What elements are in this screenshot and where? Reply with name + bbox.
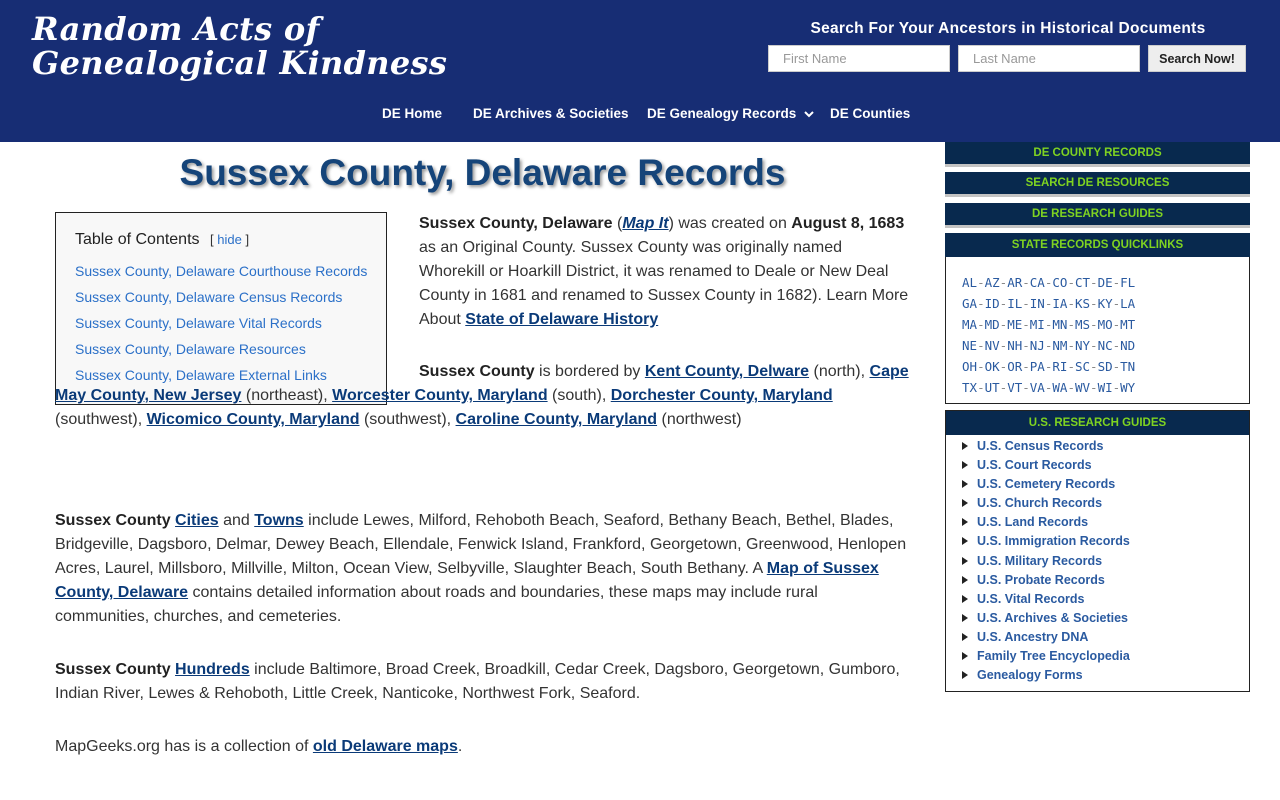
text: ) was created on [668, 215, 792, 232]
sidebar-state-records-quicklinks[interactable]: STATE RECORDS QUICKLINKS [945, 233, 1250, 257]
state-link[interactable]: FL [1120, 275, 1136, 290]
state-link[interactable]: MN [1052, 317, 1068, 332]
cities-link[interactable]: Cities [175, 512, 219, 529]
separator: - [1022, 296, 1030, 311]
separator: - [1022, 317, 1030, 332]
us-guide-link[interactable]: Genealogy Forms [977, 668, 1083, 683]
toc-hide-link[interactable]: hide [217, 232, 242, 247]
state-link[interactable]: PA [1029, 359, 1045, 374]
separator: - [1022, 275, 1030, 290]
list-item [962, 534, 1130, 553]
state-link[interactable]: MA [962, 317, 978, 332]
text: include Lewes, Milford, Rehoboth Beach, Seaford, Bethany Beach, Bethel, Blades, Bridgeville, Dagsboro, Delmar, Dewey Beach, Ellendale, Fenwick Island, Frankford, Georgetown, Greenwood, Henlopen Acres, Laurel, Millsboro, Millville, Milton, Ocean View, Selbyville, Slaughter Beach, South Bethany. A [55, 512, 907, 577]
state-link[interactable]: DE [1097, 275, 1113, 290]
county-name: Sussex County [419, 363, 535, 380]
separator: - [1022, 338, 1030, 353]
caret-right-icon [962, 499, 977, 509]
list-item [962, 554, 1130, 573]
toc-link-resources[interactable]: Sussex County, Delaware Resources [75, 341, 306, 357]
us-guide-link[interactable]: Family Tree Encyclopedia [977, 649, 1130, 664]
state-link[interactable]: ME [1007, 317, 1023, 332]
separator: - [999, 338, 1008, 353]
text: ( [612, 215, 623, 232]
state-link[interactable]: ND [1120, 338, 1136, 353]
list-item [962, 496, 1130, 515]
list-item [962, 477, 1130, 496]
text: (north), [809, 363, 870, 380]
caret-right-icon [962, 461, 977, 471]
state-link[interactable]: RI [1052, 359, 1068, 374]
text: . [457, 738, 463, 755]
dorchester-county-link[interactable]: Dorchester County, Maryland [610, 387, 833, 404]
cities-paragraph [55, 509, 911, 629]
state-link[interactable]: CA [1029, 275, 1045, 290]
separator: - [1090, 317, 1098, 332]
text: as an Original County. Sussex County was originally named Whorekill or Hoarkill District, it was renamed to Deale or New Deal County in 1681 and renamed to Sussex County in 1682). Learn More About [419, 239, 909, 328]
separator: - [977, 275, 985, 290]
nav-item-de-counties[interactable] [830, 106, 910, 121]
toc-toggle [210, 232, 249, 247]
text: MapGeeks.org has is a collection of [55, 738, 313, 755]
toc-toggle-bracket-open: [ [209, 232, 214, 247]
site-header [0, 0, 1280, 142]
separator: - [1067, 338, 1075, 353]
separator: - [1022, 359, 1030, 374]
state-link[interactable]: NC [1097, 338, 1113, 353]
caret-right-icon [962, 652, 977, 662]
first-name-input[interactable] [768, 45, 950, 72]
us-research-guides-title: U.S. RESEARCH GUIDES [946, 411, 1249, 435]
list-item [962, 611, 1130, 630]
separator: - [1067, 359, 1075, 374]
state-row [962, 359, 1135, 374]
separator: - [977, 317, 985, 332]
us-research-guides [945, 410, 1250, 692]
toc-header [75, 231, 249, 249]
us-guide-link[interactable]: U.S. Military Records [977, 553, 1103, 568]
state-link[interactable]: LA [1120, 296, 1136, 311]
state-link[interactable]: VT [1007, 380, 1023, 395]
caret-right-icon [962, 557, 977, 567]
state-link[interactable]: NM [1052, 338, 1068, 353]
kent-county-link[interactable]: Kent County, Delware [644, 363, 810, 380]
state-link[interactable]: IL [1007, 296, 1023, 311]
state-row [962, 380, 1135, 395]
map-it-link[interactable]: Map It [622, 215, 669, 232]
nav-item-de-archives-societies[interactable] [473, 106, 629, 121]
separator: - [1112, 317, 1121, 332]
list-item [75, 289, 367, 315]
toc-toggle-bracket-close: ] [245, 232, 250, 247]
state-link[interactable]: AR [1007, 275, 1023, 290]
state-link[interactable]: TN [1120, 359, 1136, 374]
us-guide-link[interactable]: U.S. Census Records [977, 439, 1104, 453]
state-link[interactable]: OR [1007, 359, 1023, 374]
caret-right-icon [962, 537, 977, 547]
sidebar-search-de-resources[interactable]: SEARCH DE RESOURCES [945, 172, 1250, 197]
county-name: Sussex County [55, 661, 171, 678]
nav-item-label: DE Counties [830, 106, 911, 121]
state-link[interactable]: UT [984, 380, 1000, 395]
toc-link-courthouse[interactable]: Sussex County, Delaware Courthouse Records [75, 263, 368, 279]
site-logo[interactable] [32, 12, 447, 80]
separator: - [1112, 380, 1121, 395]
separator: - [1044, 296, 1053, 311]
mapgeeks-paragraph [55, 735, 911, 759]
state-link[interactable]: KY [1097, 296, 1113, 311]
caret-right-icon [962, 442, 977, 452]
us-guide-link[interactable]: U.S. Probate Records [977, 572, 1105, 587]
list-item [75, 263, 367, 289]
state-link[interactable]: NJ [1029, 338, 1045, 353]
caroline-county-link[interactable]: Caroline County, Maryland [455, 411, 658, 428]
separator: - [977, 338, 985, 353]
last-name-input[interactable] [958, 45, 1140, 72]
nav-item-de-home[interactable] [382, 106, 442, 121]
old-delaware-maps-link[interactable]: old Delaware maps [312, 738, 458, 755]
separator: - [1112, 338, 1121, 353]
us-guide-link[interactable]: U.S. Cemetery Records [977, 477, 1116, 492]
list-item [962, 630, 1130, 649]
logo-line-1: Random Acts of [32, 10, 320, 48]
state-link[interactable]: NH [1007, 338, 1023, 353]
wicomico-county-link[interactable]: Wicomico County, Maryland [146, 411, 360, 428]
separator: - [1090, 359, 1098, 374]
separator: - [1044, 317, 1053, 332]
separator: - [999, 380, 1008, 395]
county-name: Sussex County [55, 512, 171, 529]
borders-paragraph [55, 360, 911, 432]
toc-link-vital[interactable]: Sussex County, Delaware Vital Records [75, 315, 322, 331]
separator: - [999, 296, 1008, 311]
state-link[interactable]: KS [1074, 296, 1091, 311]
text: (northwest) [657, 411, 742, 428]
chevron-down-icon [804, 109, 814, 121]
cape-may-county-link[interactable]: Cape May County, New Jersey [55, 363, 909, 404]
intro-paragraph [419, 212, 911, 332]
toc-link-external[interactable]: Sussex County, Delaware External Links [75, 367, 327, 383]
state-link[interactable]: MO [1097, 317, 1113, 332]
state-link[interactable]: NE [962, 338, 978, 353]
search-now-button[interactable]: Search Now! [1148, 45, 1246, 72]
text: (southwest), [55, 411, 147, 428]
nav-item-label: DE Archives & Societies [473, 106, 629, 121]
list-item [962, 649, 1130, 668]
hundreds-link[interactable]: Hundreds [175, 661, 250, 678]
separator: - [1090, 275, 1098, 290]
nav-item-de-genealogy-records[interactable] [647, 106, 814, 121]
state-row [962, 296, 1135, 311]
us-guide-link[interactable]: U.S. Church Records [977, 496, 1103, 511]
separator: - [1067, 275, 1075, 290]
separator: - [1044, 338, 1053, 353]
state-link[interactable]: NY [1074, 338, 1091, 353]
text: include Baltimore, Broad Creek, Broadkill, Cedar Creek, Dagsboro, Georgetown, Gumboro, Indian River, Lewes & Rehoboth, Little Creek, Nanticoke, Northwest Fork, Seaford. [55, 661, 900, 702]
us-guide-link[interactable]: U.S. Court Records [977, 458, 1092, 473]
text: is bordered by [534, 363, 645, 380]
separator: - [1022, 380, 1030, 395]
toc-link-census[interactable]: Sussex County, Delaware Census Records [75, 289, 343, 305]
nav-item-label: DE Home [382, 106, 443, 121]
state-row [962, 317, 1135, 332]
list-item [962, 458, 1130, 477]
page-title: Sussex County, Delaware Records [179, 152, 786, 193]
separator: - [977, 359, 985, 374]
state-link[interactable]: OK [984, 359, 1000, 374]
separator: - [999, 359, 1008, 374]
state-history-link[interactable]: State of Delaware History [465, 311, 659, 328]
state-link[interactable]: VA [1029, 380, 1045, 395]
caret-right-icon [962, 576, 977, 586]
toc-title: Table of Contents [75, 231, 200, 248]
nav-item-label: DE Genealogy Records [647, 106, 797, 121]
us-guide-link[interactable]: U.S. Archives & Societies [977, 610, 1128, 625]
separator: - [1112, 275, 1121, 290]
separator: - [1090, 380, 1098, 395]
text: (south), [547, 387, 611, 404]
text: (southwest), [359, 411, 456, 428]
state-link[interactable]: MS [1074, 317, 1091, 332]
separator: - [1067, 296, 1075, 311]
list-item [962, 668, 1130, 687]
us-guides-list [962, 439, 1130, 687]
separator: - [1067, 380, 1075, 395]
state-link[interactable]: AZ [984, 275, 1000, 290]
separator: - [977, 296, 985, 311]
sidebar-de-county-records[interactable]: DE COUNTY RECORDS [945, 142, 1250, 167]
main-nav [0, 106, 1280, 126]
separator: - [1112, 296, 1121, 311]
caret-right-icon [962, 518, 977, 528]
caret-right-icon [962, 480, 977, 490]
state-link[interactable]: WI [1097, 380, 1113, 395]
list-item [962, 515, 1130, 534]
list-item [75, 315, 367, 341]
caret-right-icon [962, 614, 977, 624]
state-link[interactable]: TX [962, 380, 978, 395]
caret-right-icon [962, 633, 977, 643]
state-link[interactable]: MI [1029, 317, 1045, 332]
county-name: Sussex County, Delaware [419, 215, 613, 232]
state-link[interactable]: CO [1052, 275, 1068, 290]
us-guide-link[interactable]: U.S. Ancestry DNA [977, 629, 1089, 644]
map-of-sussex-link[interactable]: Map of Sussex County, Delaware [55, 560, 879, 601]
creation-date: August 8, 1683 [791, 215, 905, 232]
separator: - [1112, 359, 1121, 374]
text: (northeast), [241, 387, 333, 404]
state-quicklinks [945, 257, 1250, 404]
state-row [962, 338, 1135, 353]
separator: - [977, 380, 985, 395]
separator: - [1044, 275, 1053, 290]
caret-right-icon [962, 671, 977, 681]
separator: - [1067, 317, 1075, 332]
state-link[interactable]: SD [1097, 359, 1113, 374]
state-link[interactable]: SC [1074, 359, 1091, 374]
state-link[interactable]: MD [984, 317, 1000, 332]
logo-line-2: Genealogical Kindness [32, 44, 448, 82]
state-link[interactable]: AL [962, 275, 978, 290]
state-link[interactable]: IN [1029, 296, 1045, 311]
search-heading: Search For Your Ancestors in Historical Documents [810, 20, 1206, 37]
state-link[interactable]: IA [1052, 296, 1068, 311]
separator: - [1090, 296, 1098, 311]
separator: - [1044, 359, 1053, 374]
state-link[interactable]: WY [1120, 380, 1136, 395]
state-link[interactable]: WV [1074, 380, 1091, 395]
state-link[interactable]: MT [1120, 317, 1136, 332]
state-link[interactable]: CT [1074, 275, 1091, 290]
sidebar-de-research-guides[interactable]: DE RESEARCH GUIDES [945, 203, 1250, 228]
list-item [962, 573, 1130, 592]
caret-right-icon [962, 595, 977, 605]
list-item [962, 439, 1130, 458]
state-link[interactable]: WA [1052, 380, 1068, 395]
state-row [962, 275, 1135, 290]
separator: - [999, 275, 1008, 290]
us-guide-link[interactable]: U.S. Vital Records [977, 591, 1085, 606]
separator: - [1044, 380, 1053, 395]
separator: - [999, 317, 1008, 332]
state-link[interactable]: OH [962, 359, 978, 374]
worcester-county-link[interactable]: Worcester County, Maryland [332, 387, 548, 404]
us-guide-link[interactable]: U.S. Land Records [977, 515, 1089, 530]
state-link[interactable]: ID [984, 296, 1000, 311]
list-item [962, 592, 1130, 611]
state-link[interactable]: GA [962, 296, 978, 311]
hundreds-paragraph [55, 658, 911, 706]
text: contains detailed information about roads and boundaries, these maps may include rural communities, churches, and cemeteries. [55, 584, 818, 625]
us-guide-link[interactable]: U.S. Immigration Records [977, 534, 1130, 549]
text: and [218, 512, 255, 529]
separator: - [1090, 338, 1098, 353]
towns-link[interactable]: Towns [254, 512, 304, 529]
state-link[interactable]: NV [984, 338, 1000, 353]
